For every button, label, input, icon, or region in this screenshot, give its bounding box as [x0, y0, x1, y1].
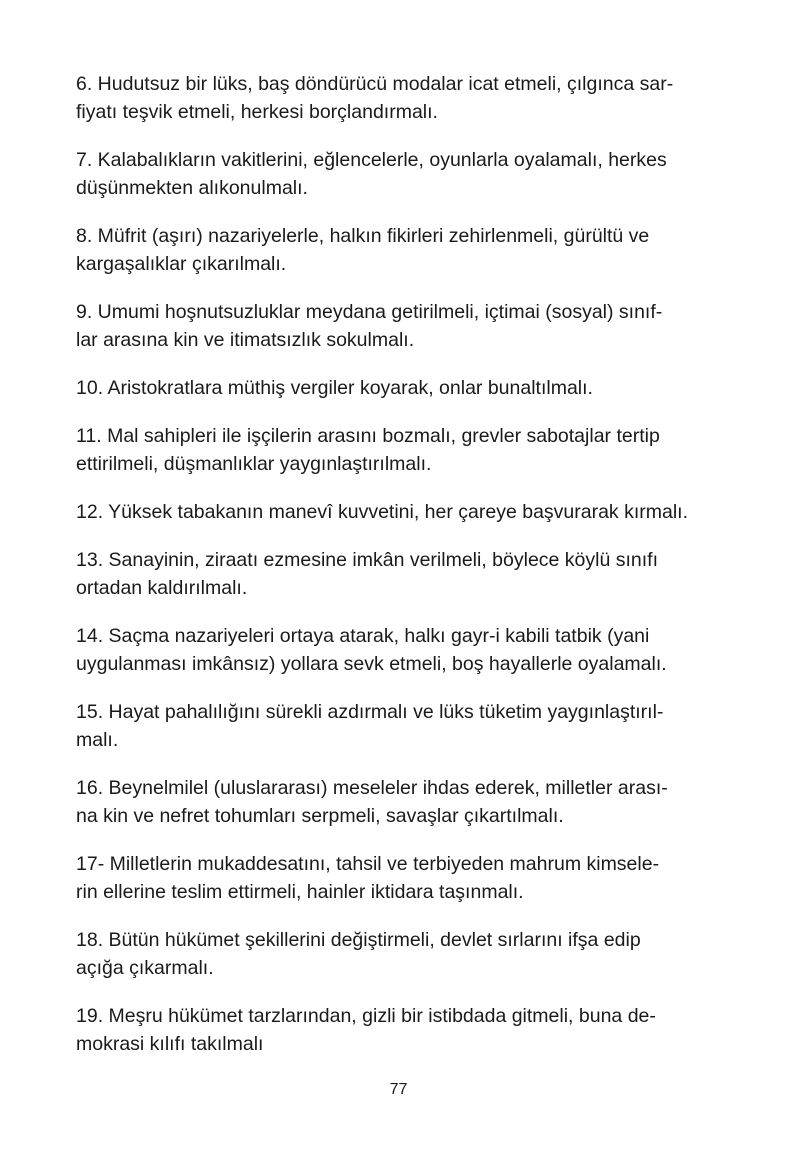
list-item-8: 8. Müfrit (aşırı) nazariyelerle, halkın fikirleri zehirlenmeli, gürültü ve kargaşalıklar çıkarılmalı.	[76, 225, 650, 275]
list-item-7: 7. Kalabalıkların vakitlerini, eğlencelerle, oyunlarla oyalamalı, herkes düşünmekten alıkonulmalı.	[76, 149, 667, 199]
list-item-10: 10. Aristokratlara müthiş vergiler koyarak, onlar bunaltılmalı.	[76, 377, 593, 399]
document-body	[76, 70, 728, 1078]
list-item-17: 17- Milletlerin mukaddesatını, tahsil ve terbiyeden mahrum kimsele- rin ellerine teslim ettirmeli, hainler iktidara taşınmalı.	[76, 853, 660, 903]
list-item-6: 6. Hudutsuz bir lüks, baş döndürücü modalar icat etmeli, çılgınca sar- fiyatı teşvik etmeli, herkesi borçlandırmalı.	[76, 73, 674, 123]
list-item-14: 14. Saçma nazariyeleri ortaya atarak, halkı gayr-i kabili tatbik (yani uygulanması imkânsız) yollara sevk etmeli, boş hayallerle oyalamalı.	[76, 625, 667, 675]
list-item-18: 18. Bütün hükümet şekillerini değiştirmeli, devlet sırlarını ifşa edip açığa çıkarmalı.	[76, 929, 641, 979]
list-item-11: 11. Mal sahipleri ile işçilerin arasını bozmalı, grevler sabotajlar tertip ettirilmeli, düşmanlıklar yaygınlaştırılmalı.	[76, 425, 660, 475]
list-item-12: 12. Yüksek tabakanın manevî kuvvetini, her çareye başvurarak kırmalı.	[76, 501, 689, 523]
list-item-16: 16. Beynelmilel (uluslararası) meseleler ihdas ederek, milletler arası- na kin ve nefret tohumları serpmeli, savaşlar çıkartılmalı.	[76, 777, 668, 827]
list-item-13: 13. Sanayinin, ziraatı ezmesine imkân verilmeli, böylece köylü sınıfı ortadan kaldırılmalı.	[76, 549, 659, 599]
list-item-15: 15. Hayat pahalılığını sürekli azdırmalı ve lüks tüketim yaygınlaştırıl- malı.	[76, 701, 664, 751]
page-number: 77	[389, 1081, 408, 1098]
list-item-9: 9. Umumi hoşnutsuzluklar meydana getirilmeli, içtimai (sosyal) sınıf- lar arasına kin ve itimatsızlık sokulmalı.	[76, 301, 663, 351]
list-item-19: 19. Meşru hükümet tarzlarından, gizli bir istibdada gitmeli, buna de- mokrasi kılıfı takılmalı	[76, 1005, 656, 1055]
